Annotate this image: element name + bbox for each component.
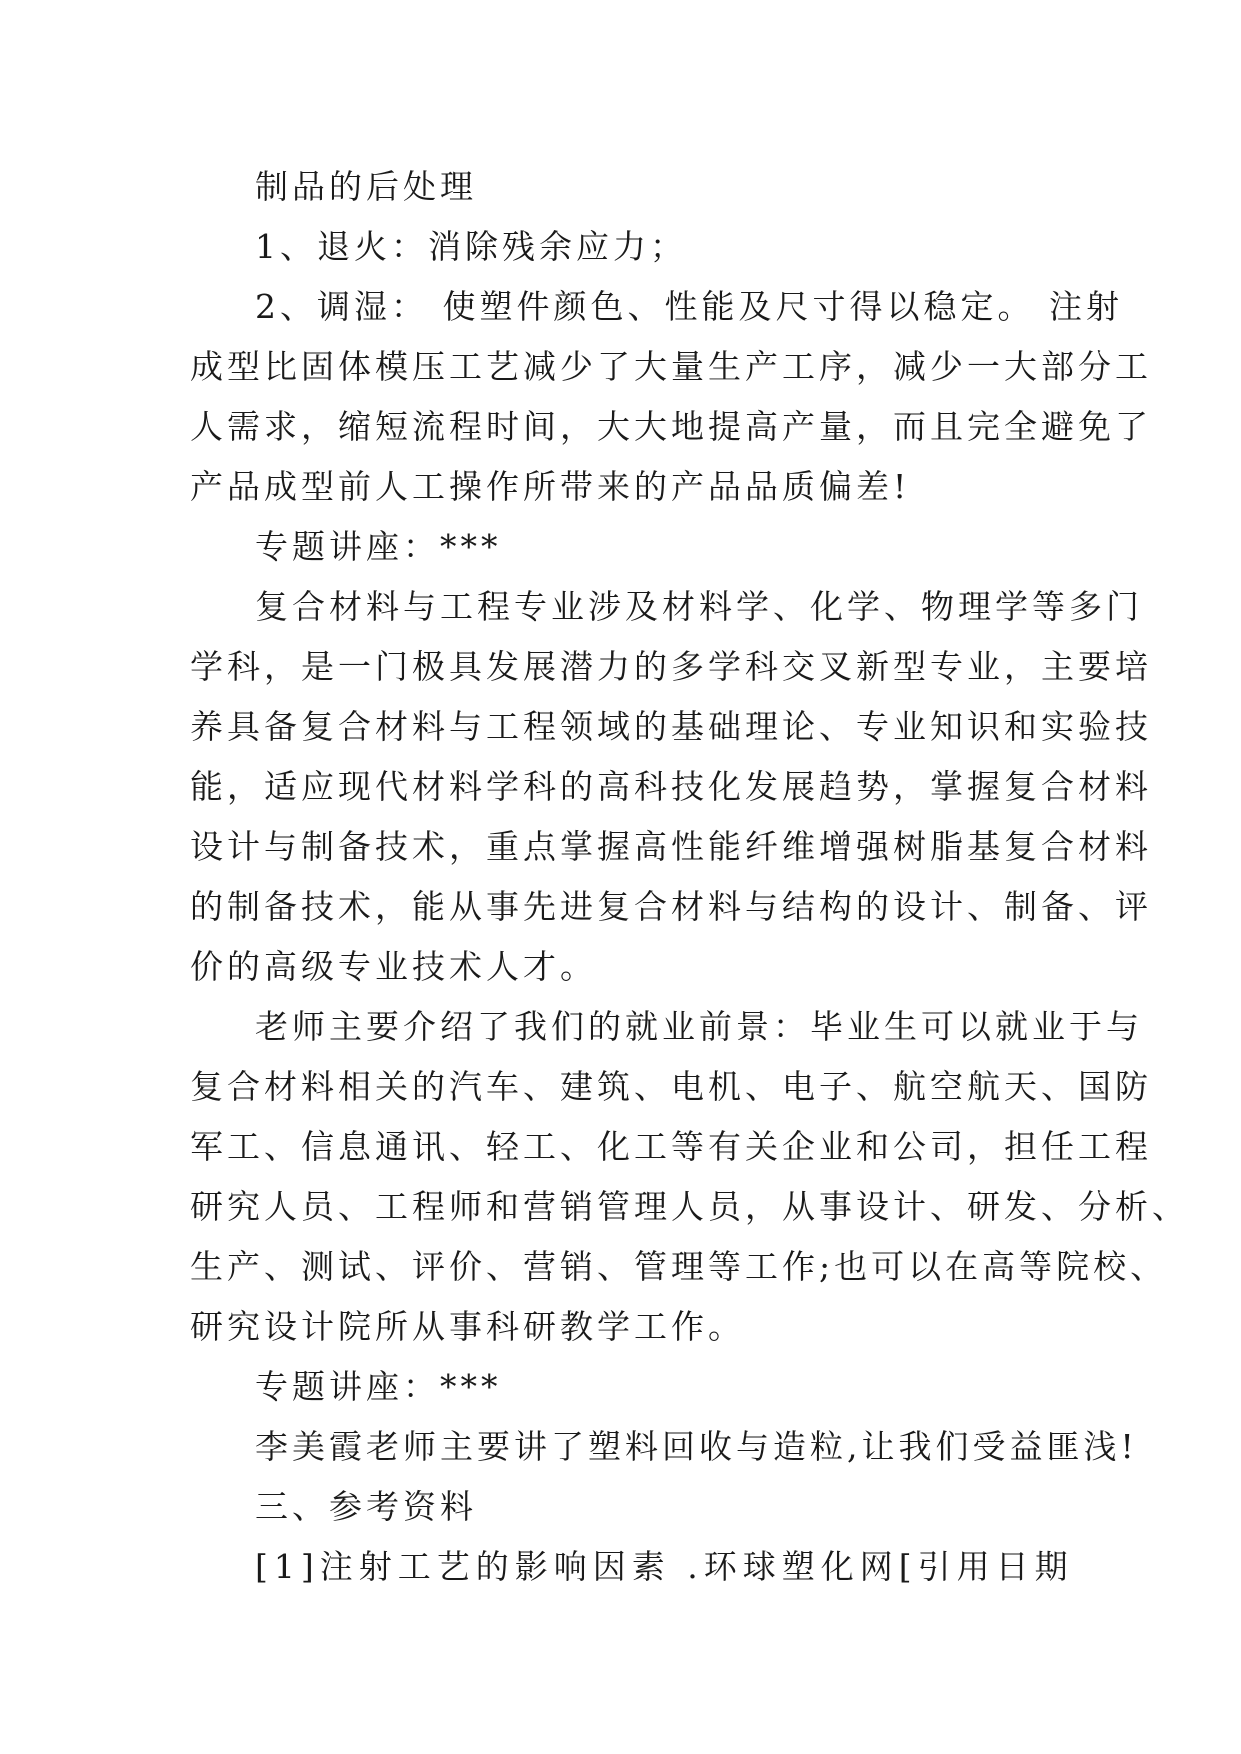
- paragraph-line: 学科，是一门极具发展潜力的多学科交叉新型专业，主要培: [190, 647, 1152, 686]
- section-heading-post-processing: 制品的后处理: [255, 167, 477, 206]
- paragraph-line: 成型比固体模压工艺减少了大量生产工序，减少一大部分工: [190, 347, 1152, 386]
- paragraph-line: 复合材料与工程专业涉及材料学、化学、物理学等多门: [255, 587, 1143, 626]
- lecture-heading: 专题讲座：***: [255, 1367, 502, 1406]
- paragraph-line: 研究人员、工程师和营销管理人员，从事设计、研发、分析、: [190, 1187, 1189, 1226]
- paragraph-line: 研究设计院所从事科研教学工作。: [190, 1307, 745, 1346]
- list-item-annealing: 1、退火：消除残余应力；: [255, 227, 687, 266]
- lecture-heading: 专题讲座：***: [255, 527, 502, 566]
- paragraph-line: 李美霞老师主要讲了塑料回收与造粒,让我们受益匪浅!: [255, 1427, 1138, 1466]
- paragraph-line: 的制备技术，能从事先进复合材料与结构的设计、制备、评: [190, 887, 1152, 926]
- paragraph-line: 设计与制备技术，重点掌握高性能纤维增强树脂基复合材料: [190, 827, 1152, 866]
- paragraph-line: 生产、测试、评价、营销、管理等工作;也可以在高等院校、: [190, 1247, 1168, 1286]
- paragraph-line: 复合材料相关的汽车、建筑、电机、电子、航空航天、国防: [190, 1067, 1152, 1106]
- paragraph-line: 能，适应现代材料学科的高科技化发展趋势，掌握复合材料: [190, 767, 1152, 806]
- paragraph-line: 养具备复合材料与工程领域的基础理论、专业知识和实验技: [190, 707, 1152, 746]
- paragraph-line: 产品成型前人工操作所带来的产品品质偏差!: [190, 467, 911, 506]
- paragraph-line: 价的高级专业技术人才。: [190, 947, 597, 986]
- paragraph-line: 老师主要介绍了我们的就业前景：毕业生可以就业于与: [255, 1007, 1143, 1046]
- section-heading-references: 三、参考资料: [255, 1487, 477, 1526]
- paragraph-line: 人需求，缩短流程时间，大大地提高产量，而且完全避免了: [190, 407, 1152, 446]
- paragraph-line: 军工、信息通讯、轻工、化工等有关企业和公司，担任工程: [190, 1127, 1152, 1166]
- reference-item: [1]注射工艺的影响因素 .环球塑化网[引用日期: [255, 1547, 1074, 1586]
- paragraph-line: 2、调湿： 使塑件颜色、性能及尺寸得以稳定。 注射: [255, 287, 1123, 326]
